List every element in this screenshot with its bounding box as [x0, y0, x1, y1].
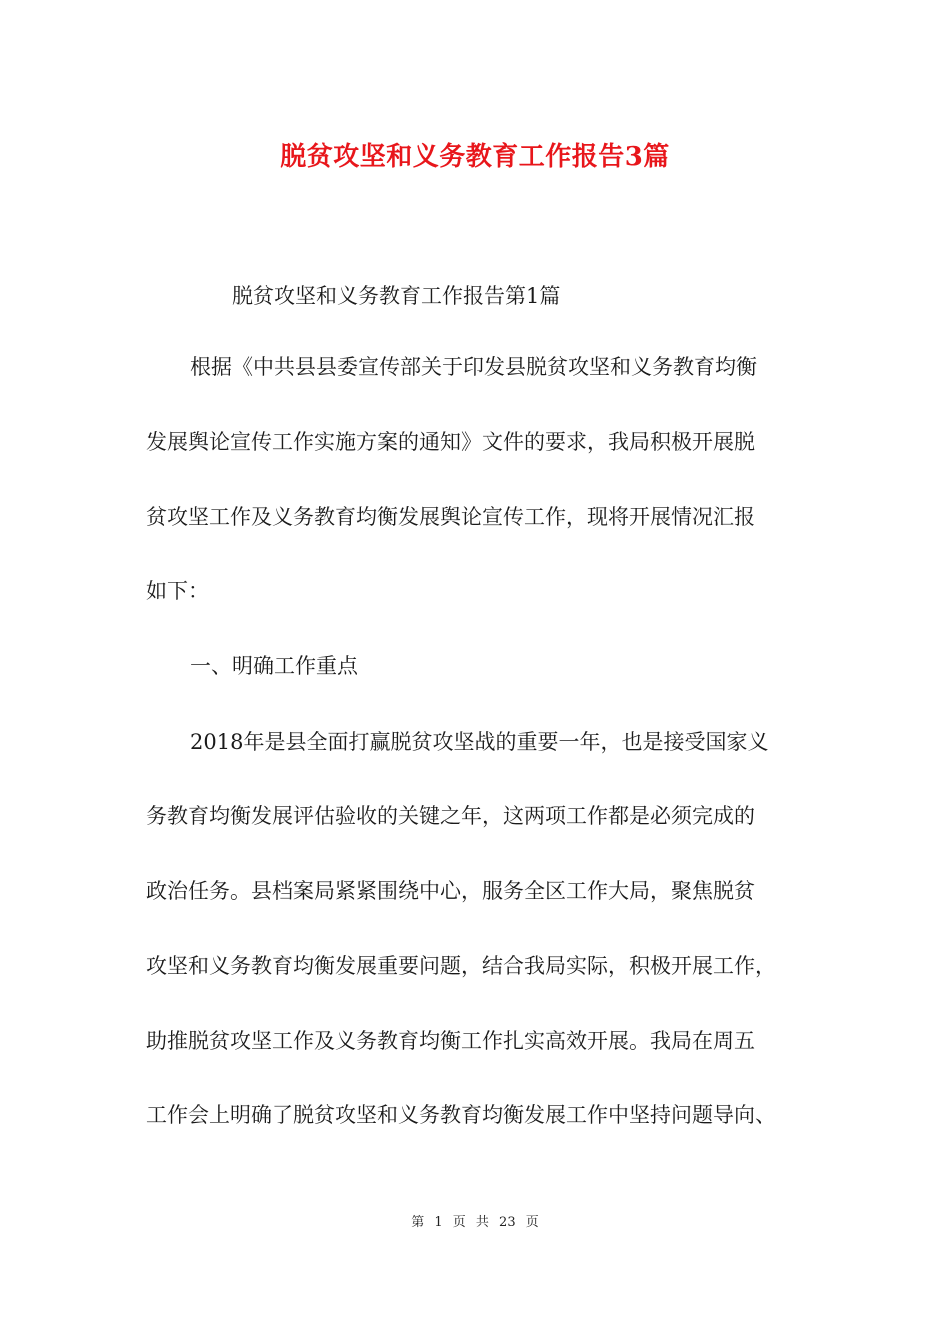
section-subtitle: 脱贫攻坚和义务教育工作报告第1篇 — [232, 284, 561, 308]
paragraph-line: 攻坚和义务教育均衡发展重要问题，结合我局实际，积极开展工作， — [146, 954, 776, 978]
paragraph-line: 根据《中共县县委宣传部关于印发县脱贫攻坚和义务教育均衡 — [190, 355, 757, 379]
paragraph-line: 如下： — [146, 579, 209, 603]
paragraph-line: 发展舆论宣传工作实施方案的通知》文件的要求，我局积极开展脱 — [146, 430, 755, 454]
section-heading: 一、明确工作重点 — [190, 654, 358, 678]
paragraph-line: 工作会上明确了脱贫攻坚和义务教育均衡发展工作中坚持问题导向、 — [146, 1103, 776, 1127]
document-title: 脱贫攻坚和义务教育工作报告3篇 — [280, 142, 670, 172]
paragraph-line: 2018年是县全面打赢脱贫攻坚战的重要一年，也是接受国家义 — [190, 730, 769, 754]
paragraph-line: 务教育均衡发展评估验收的关键之年，这两项工作都是必须完成的 — [146, 804, 755, 828]
paragraph-line: 贫攻坚工作及义务教育均衡发展舆论宣传工作，现将开展情况汇报 — [146, 505, 755, 529]
paragraph-line: 助推脱贫攻坚工作及义务教育均衡工作扎实高效开展。我局在周五 — [146, 1029, 755, 1053]
paragraph-line: 政治任务。县档案局紧紧围绕中心，服务全区工作大局，聚焦脱贫 — [146, 879, 755, 903]
page-number: 第 1 页 共 23 页 — [411, 1215, 539, 1230]
